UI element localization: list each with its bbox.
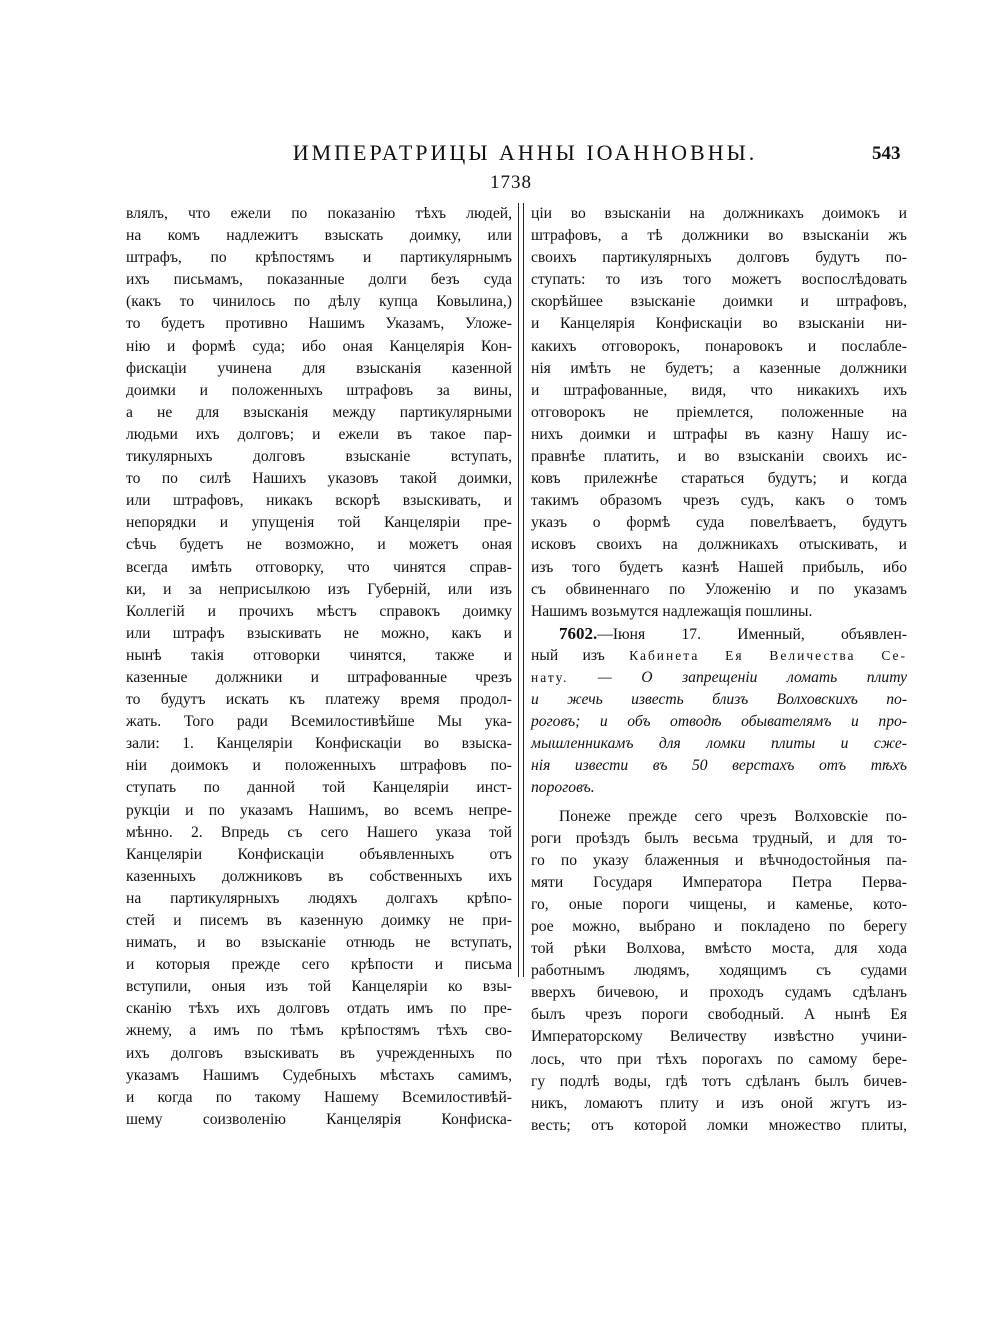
text-line: никъ, ломаютъ плиту и изъ оной жгутъ из- (531, 1094, 907, 1112)
text-line: нынѣ такія отговорки чинятся, также и (126, 646, 512, 664)
decree-title-line: мышленникамъ для ломки плиты и сже- (531, 735, 907, 753)
text-line: сѣчь будетъ не возможно, и можетъ оная (126, 536, 512, 554)
text-line: влялъ, что ежели по показанію тѣхъ людей, (126, 205, 512, 222)
text-line: Канцеляріи Конфискаціи объявленныхъ отъ (126, 845, 512, 863)
text-line: роги проѣздъ былъ весьма трудный, и для то- (531, 829, 907, 847)
text-line: на комъ надлежитъ взыскать доимку, или (126, 227, 512, 245)
text-line: зали: 1. Канцеляріи Конфискаціи во взыска- (126, 735, 512, 753)
text-line: вверхъ бичевою, и проходъ судамъ сдѣланъ (531, 984, 907, 1002)
text-line: шему соизволенію Канцелярія Конфиска- (126, 1110, 512, 1128)
page-number: 543 (872, 143, 901, 164)
decree-title-line: роговъ; и объ отводѣ обывателямъ и про- (531, 713, 907, 731)
text-line: такимъ образомъ чрезъ судъ, какъ о томъ (531, 492, 907, 510)
text-line: и Канцелярія Конфискаціи во взысканіи ни- (531, 315, 907, 333)
text-line: нія имѣть не будетъ; а казенные должники (531, 359, 907, 377)
text-line: го, оные пороги чищены, и каменье, кото- (531, 895, 907, 913)
text-line: указъ о формѣ суда повелѣваетъ, будутъ (531, 514, 907, 532)
text-line: штрафъ, по крѣпостямъ и партикулярнымъ (126, 249, 512, 267)
decree-title-line: пороговъ. (531, 779, 595, 797)
text-line: на партикулярныхъ людяхъ долгахъ крѣпо- (126, 889, 512, 907)
text-line: или штрафовъ, никакъ вскорѣ взыскивать, и (126, 492, 512, 510)
text-line: какихъ отговорокъ, понаровокъ и послабле- (531, 337, 907, 355)
text-line: сканію тѣхъ ихъ долговъ отдать имъ по пре- (126, 1000, 512, 1018)
right-column (531, 203, 907, 1137)
decree-recipient: нату. (531, 669, 569, 685)
text-line: правнѣе платить, и во взысканіи своихъ ис- (531, 448, 907, 466)
text-line: и когда по такому Нашему Всемилостивѣй- (126, 1088, 512, 1106)
text-line: жать. Того ради Всемилостивѣйше Мы ука- (126, 713, 512, 731)
text-line: вступили, оныя изъ той Канцеляріи ко взы- (126, 978, 512, 996)
text-line: то будетъ противно Нашимъ Указамъ, Уложе- (126, 315, 512, 333)
text-line: ихъ письмамъ, показанные долги безъ суда (126, 271, 512, 289)
text-line: ихъ долговъ взыскивать въ учрежденныхъ по (126, 1044, 512, 1062)
decree-heading-line (531, 623, 907, 645)
decree-number: 7602. (559, 623, 598, 643)
text-line: мѣнно. 2. Впредь съ сего Нашего указа той (126, 823, 512, 841)
text-line: (какъ то чинилось по дѣлу купца Ковылина,) (126, 293, 512, 311)
text-line: ступать: то изъ того можетъ воспослѣдовать (531, 271, 907, 289)
text-line: исковъ своихъ на должникахъ отыскивать, и (531, 536, 907, 554)
text-line: работнымъ людямъ, ходящимъ съ судами (531, 962, 907, 980)
text-line: ціи во взысканіи на должникахъ доимокъ и (531, 205, 907, 222)
text-line: ніи доимокъ и положенныхъ штрафовъ по- (126, 757, 512, 775)
decree-heading-line (531, 645, 907, 667)
text-line: Понеже прежде сего чрезъ Волховскіе по- (559, 807, 907, 825)
decree-subject-start: — О запрещеніи ломать плиту (568, 668, 907, 686)
text-line: былъ чрезъ пороги свободный. А нынѣ Ея (531, 1006, 907, 1024)
text-line: и штрафованные, видя, что никакихъ ихъ (531, 381, 907, 399)
text-line: Императорскому Величеству извѣстно учини- (531, 1028, 907, 1046)
text-line: рукціи и по указамъ Нашимъ, во всемъ непре- (126, 801, 512, 819)
text-line: изъ того будетъ казнѣ Нашей прибыль, ибо (531, 558, 907, 576)
text-line: тикулярныхъ долговъ взысканіе вступать, (126, 448, 512, 466)
left-column (126, 203, 512, 1131)
column-divider (518, 203, 524, 977)
text-line: то по силѣ Нашихъ указовъ такой доимки, (126, 470, 512, 488)
decree-title-line: и жечь известь близъ Волховскихъ по- (531, 691, 907, 709)
text-line: штрафовъ, а тѣ должники во взысканіи жъ (531, 227, 907, 245)
text-line: или штрафъ взыскивать не можно, какъ и (126, 624, 512, 642)
text-line: нію и формѣ суда; ибо оная Канцелярія Кон- (126, 337, 512, 355)
text-line: указамъ Нашимъ Судебныхъ мѣстахъ самимъ, (126, 1066, 512, 1084)
text-line: Коллегій и прочихъ мѣстъ справокъ доимку (126, 602, 512, 620)
text-line: нимать, и во взысканіе отнюдь не вступать, (126, 934, 512, 952)
text-line: всегда имѣть отговорку, что чинятся справ- (126, 558, 512, 576)
text-line: жнему, а имъ по тѣмъ крѣпостямъ тѣхъ сво- (126, 1022, 512, 1040)
decree-heading-line (531, 667, 907, 689)
text-line: лось, что при тѣхъ порогахъ по самому бере- (531, 1050, 907, 1068)
text-line: скорѣйшее взысканіе доимки и штрафовъ, (531, 293, 907, 311)
text-line: ки, и за неприсылкою изъ Губерній, или изъ (126, 580, 512, 598)
text-line: казенныхъ должниковъ въ собственныхъ ихъ (126, 867, 512, 885)
text-line: Нашимъ возьмутся надлежащія пошлины. (531, 602, 813, 620)
text-line: той рѣки Волхова, вмѣсто моста, для хода (531, 940, 907, 958)
text-line: то будутъ искать къ платежу время продол- (126, 691, 512, 709)
text-line: ковъ прилежнѣе стараться будутъ; и когда (531, 470, 907, 488)
text-line: ступать по данной той Канцеляріи инст- (126, 779, 512, 797)
text-line: стей и писемъ въ казенную доимку не при- (126, 912, 512, 929)
text-line: казенные должники и штрафованные чрезъ (126, 668, 512, 686)
text-line: и которыя прежде сего крѣпости и письма (126, 956, 512, 974)
text-line: мяти Государя Императора Петра Перва- (531, 873, 907, 891)
text-line: го по указу блаженныя и вѣчнодостойныя па- (531, 851, 907, 869)
text-line: съ обвиненнаго по Уложенію и по указамъ (531, 580, 907, 598)
decree-date: —Іюня 17. Именный, объявлен- (597, 625, 907, 643)
text-line: непорядки и упущенія той Канцеляріи пре- (126, 514, 512, 532)
text-line: рое можно, выбрано и покладено по берегу (531, 918, 907, 935)
text-line: доимки и положенныхъ штрафовъ за вины, (126, 381, 512, 399)
text-line: отговорокъ не пріемлется, положенные на (531, 403, 907, 421)
decree-title-line: нія извести въ 50 верстахъ отъ тѣхъ (531, 757, 907, 775)
text-line: весть; отъ которой ломки множество плиты, (531, 1116, 907, 1134)
text-line: своихъ партикулярныхъ долговъ будутъ по- (531, 249, 907, 267)
text-line: нихъ доимки и штрафы въ казну Нашу ис- (531, 425, 907, 443)
year-heading: 1738 (490, 172, 532, 193)
text-line: а не для взысканія между партикулярными (126, 403, 512, 421)
decree-issuer: Кабинета Ея Величества Се- (629, 647, 907, 663)
text-line: людьми ихъ долговъ; и ежели въ такое пар- (126, 425, 512, 443)
text-line: фискаціи учинена для взысканія казенной (126, 359, 512, 377)
text-line: гу подлѣ воды, гдѣ тотъ сдѣланъ былъ бичев- (531, 1072, 907, 1090)
decree-issuer-prefix: ный изъ (531, 646, 630, 664)
running-header-title: ИМПЕРАТРИЦЫ АННЫ ІОАННОВНЫ. (292, 140, 758, 165)
